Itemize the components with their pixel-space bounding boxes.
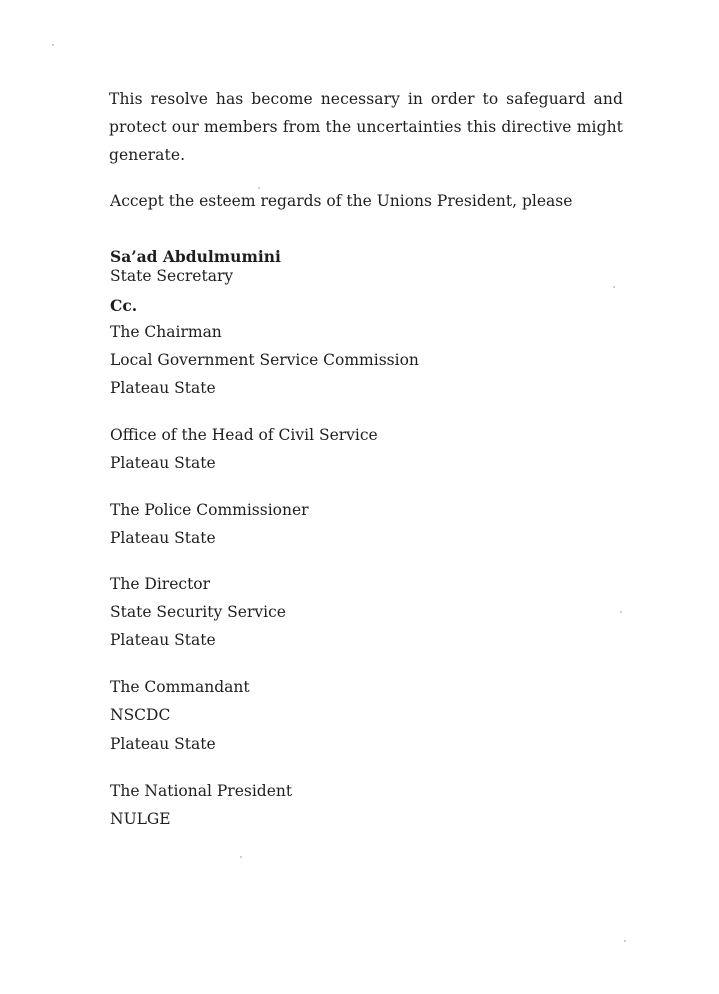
paragraph-line: protect our members from the uncertainties this directive might: [109, 118, 623, 136]
scan-speck: [240, 856, 242, 858]
cc-line: Office of the Head of Civil Service: [110, 426, 378, 444]
paragraph-line: This resolve has become necessary in order to safeguard and: [109, 90, 623, 108]
cc-line: The Chairman: [110, 323, 222, 341]
cc-label: Cc.: [110, 296, 138, 315]
cc-line: Plateau State: [110, 529, 216, 547]
scan-speck: [258, 187, 260, 189]
cc-line: Plateau State: [110, 454, 216, 472]
cc-line: The National President: [110, 782, 293, 800]
resolve-paragraph: [109, 85, 623, 169]
scan-speck: [613, 286, 615, 288]
cc-line: Plateau State: [110, 379, 216, 397]
cc-line: NSCDC: [110, 706, 171, 724]
signatory-title: State Secretary: [110, 267, 234, 285]
cc-line: State Security Service: [110, 603, 286, 621]
scan-speck: [620, 611, 622, 613]
cc-line: NULGE: [110, 810, 171, 828]
scan-speck: [52, 44, 54, 46]
signatory-name: Sa’ad Abdulmumini: [110, 247, 281, 266]
cc-line: The Director: [110, 575, 211, 593]
cc-line: Plateau State: [110, 631, 216, 649]
scan-speck: [624, 940, 626, 942]
paragraph-line: generate.: [109, 146, 186, 164]
cc-line: The Commandant: [110, 678, 250, 696]
cc-line: The Police Commissioner: [110, 501, 309, 519]
cc-line: Plateau State: [110, 735, 216, 753]
regards-line: Accept the esteem regards of the Unions President, please: [110, 192, 573, 210]
cc-line: Local Government Service Commission: [110, 351, 419, 369]
